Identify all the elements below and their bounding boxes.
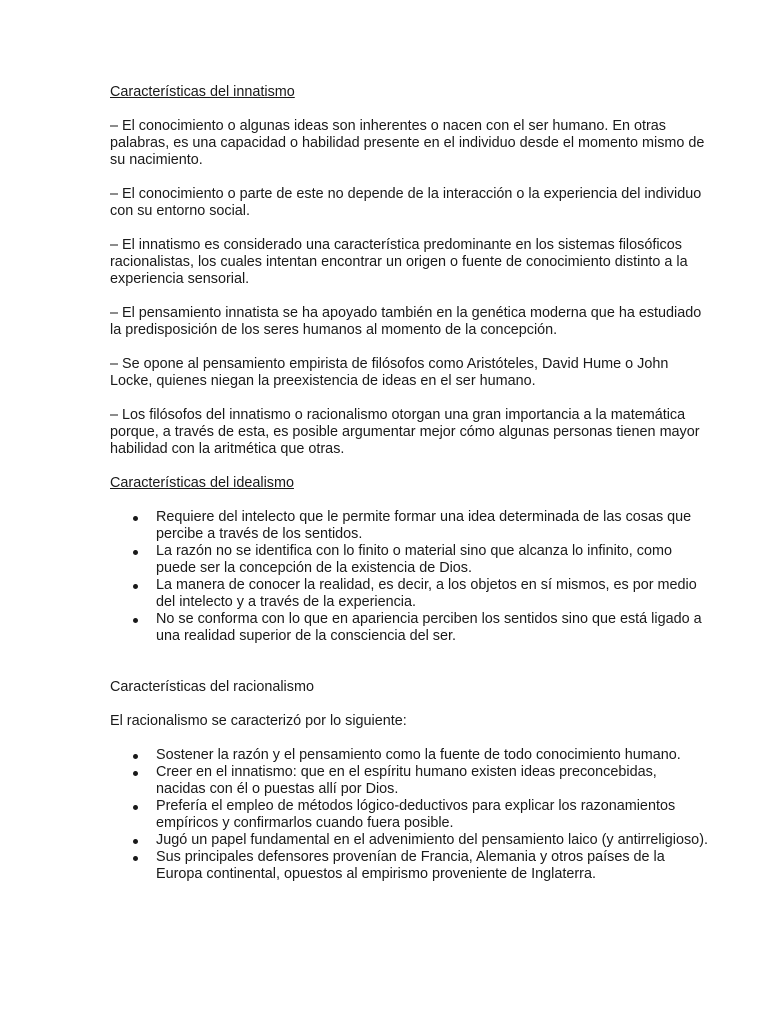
list-item-text: Jugó un papel fundamental en el advenimiento del pensamiento laico (y antirreligioso). xyxy=(156,832,708,848)
list-item xyxy=(156,611,710,645)
list-item xyxy=(156,849,710,883)
innatismo-paragraph-3: – El innatismo es considerado una característica predominante en los sistemas filosóficos racionalistas, los cuales intentan encontrar un origen o fuente de conocimiento distinto a la experiencia sensorial. xyxy=(110,237,688,287)
bullet-icon xyxy=(133,839,138,844)
bullet-icon xyxy=(133,805,138,810)
heading-racionalismo: Características del racionalismo xyxy=(110,679,314,695)
list-item-text: Requiere del intelecto que le permite formar una idea determinada de las cosas que percibe a través de los sentidos. xyxy=(156,509,692,542)
innatismo-paragraph-6: – Los filósofos del innatismo o racionalismo otorgan una gran importancia a la matemática porque, a través de esta, es posible argumentar mejor cómo algunas personas tienen mayor habilidad con la aritmética que otras. xyxy=(110,407,700,457)
document-content xyxy=(110,84,710,900)
list-item xyxy=(156,798,710,832)
list-item-text: La manera de conocer la realidad, es decir, a los objetos en sí mismos, es por medio del intelecto y a través de la experiencia. xyxy=(156,577,697,610)
innatismo-paragraph-2: – El conocimiento o parte de este no depende de la interacción o la experiencia del individuo con su entorno social. xyxy=(110,186,702,219)
list-item-text: Creer en el innatismo: que en el espíritu humano existen ideas preconcebidas, nacidas con él o puestas allí por Dios. xyxy=(156,764,657,797)
heading-innatismo: Características del innatismo xyxy=(110,84,295,100)
bullet-icon xyxy=(133,618,138,623)
list-item xyxy=(156,832,710,849)
idealismo-list xyxy=(110,509,710,645)
list-item-text: No se conforma con lo que en apariencia perciben los sentidos sino que está ligado a una realidad superior de la consciencia del ser. xyxy=(156,611,702,644)
bullet-icon xyxy=(133,550,138,555)
heading-idealismo: Características del idealismo xyxy=(110,475,294,491)
list-item-text: Sostener la razón y el pensamiento como la fuente de todo conocimiento humano. xyxy=(156,747,681,763)
list-item xyxy=(156,543,710,577)
list-item xyxy=(156,577,710,611)
list-item-text: La razón no se identifica con lo finito o material sino que alcanza lo infinito, como puede ser la concepción de la existencia de Dios. xyxy=(156,543,672,576)
list-item xyxy=(156,509,710,543)
bullet-icon xyxy=(133,771,138,776)
list-item-text: Sus principales defensores provenían de Francia, Alemania y otros países de la Europa continental, opuestos al empirismo proveniente de Inglaterra. xyxy=(156,849,665,882)
list-item xyxy=(156,764,710,798)
spacer xyxy=(110,662,710,679)
racionalismo-list xyxy=(110,747,710,883)
innatismo-paragraph-1: – El conocimiento o algunas ideas son inherentes o nacen con el ser humano. En otras palabras, es una capacidad o habilidad presente en el individuo desde el momento mismo de su nacimiento. xyxy=(110,118,705,168)
innatismo-paragraph-4: – El pensamiento innatista se ha apoyado también en la genética moderna que ha estudiado la predisposición de los seres humanos al momento de la concepción. xyxy=(110,305,702,338)
list-item-text: Prefería el empleo de métodos lógico-deductivos para explicar los razonamientos empíricos y confirmarlos cuando fuera posible. xyxy=(156,798,676,831)
bullet-icon xyxy=(133,856,138,861)
list-item xyxy=(156,747,710,764)
bullet-icon xyxy=(133,584,138,589)
bullet-icon xyxy=(133,516,138,521)
bullet-icon xyxy=(133,754,138,759)
racionalismo-intro: El racionalismo se caracterizó por lo siguiente: xyxy=(110,713,407,729)
innatismo-paragraph-5: – Se opone al pensamiento empirista de filósofos como Aristóteles, David Hume o John Locke, quienes niegan la preexistencia de ideas en el ser humano. xyxy=(110,356,669,389)
